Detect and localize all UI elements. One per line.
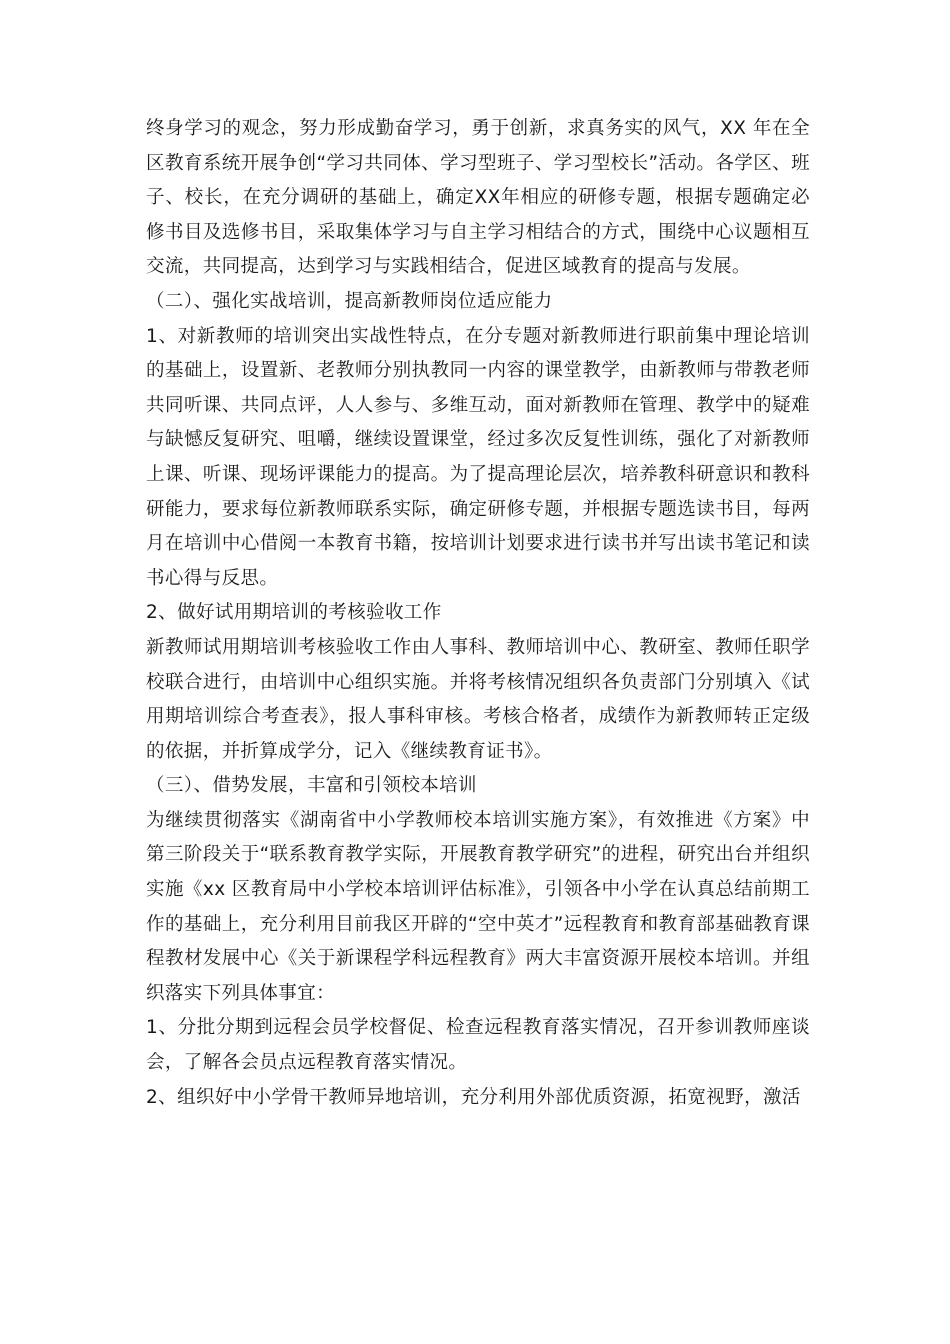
- paragraph-lifelong-learning: 终身学习的观念，努力形成勤奋学习，勇于创新，求真务实的风气，XX 年在全区教育系统开展争创“学习共同体、学习型班子、学习型校长”活动。各学区、班子、校长，在充分调研的基础上，确定XX年相应的研修专题，根据专题确定必修书目及选修书目，采取集体学习与自主学习相结合的方式，围绕中心议题相互交流，共同提高，达到学习与实践相结合，促进区域教育的提高与发展。: [146, 118, 810, 278]
- paragraph-probation-assessment: 新教师试用期培训考核验收工作由人事科、教师培训中心、教研室、教师任职学校联合进行，由培训中心组织实施。并将考核情况组织各负责部门分别填入《试用期培训综合考查表》，报人事科审核。考核合格者，成绩作为新教师转正定级的依据，并折算成学分，记入《继续教育证书》。: [146, 636, 810, 762]
- section-heading-3: （三）、借势发展，丰富和引领校本培训: [146, 775, 477, 797]
- document-body: [146, 112, 810, 1115]
- subheading-probation-assessment: 2、做好试用期培训的考核验收工作: [146, 602, 442, 624]
- paragraph-new-teacher-training: 1、对新教师的培训突出实战性特点，在分专题对新教师进行职前集中理论培训的基础上，设置新、老教师分别执教同一内容的课堂教学，由新教师与带教老师共同听课、共同点评，人人参与、多维互动，面对新教师在管理、教学中的疑难与缺憾反复研究、咀嚼，继续设置课堂，经过多次反复性训练，强化了对新教师上课、听课、现场评课能力的提高。为了提高理论层次，培养教科研意识和教科研能力，要求每位新教师联系实际，确定研修专题，并根据专题选读书目，每两月在培训中心借阅一本教育书籍，按培训计划要求进行读书并写出读书笔记和读书心得与反思。: [146, 325, 810, 589]
- section-heading-2: （二）、强化实战培训，提高新教师岗位适应能力: [146, 290, 553, 312]
- paragraph-backbone-teacher-training: 2、组织好中小学骨干教师异地培训，充分利用外部优质资源，拓宽视野，激活: [146, 1086, 801, 1108]
- paragraph-remote-education-check: 1、分批分期到远程会员学校督促、检查远程教育落实情况，召开参训教师座谈会，了解各会员点远程教育落实情况。: [146, 1017, 810, 1074]
- paragraph-school-based-training: 为继续贯彻落实《湖南省中小学教师校本培训实施方案》，有效推进《方案》中第三阶段关于“联系教育教学实际，开展教育教学研究”的进程，研究出台并组织实施《xx 区教育局中小学校本培训评估标准》，引领各中小学在认真总结前期工作的基础上，充分利用目前我区开辟的“空中英才”远程教育和教育部基础教育课程教材发展中心《关于新课程学科远程教育》两大丰富资源开展校本培训。并组织落实下列具体事宜：: [146, 809, 810, 1004]
